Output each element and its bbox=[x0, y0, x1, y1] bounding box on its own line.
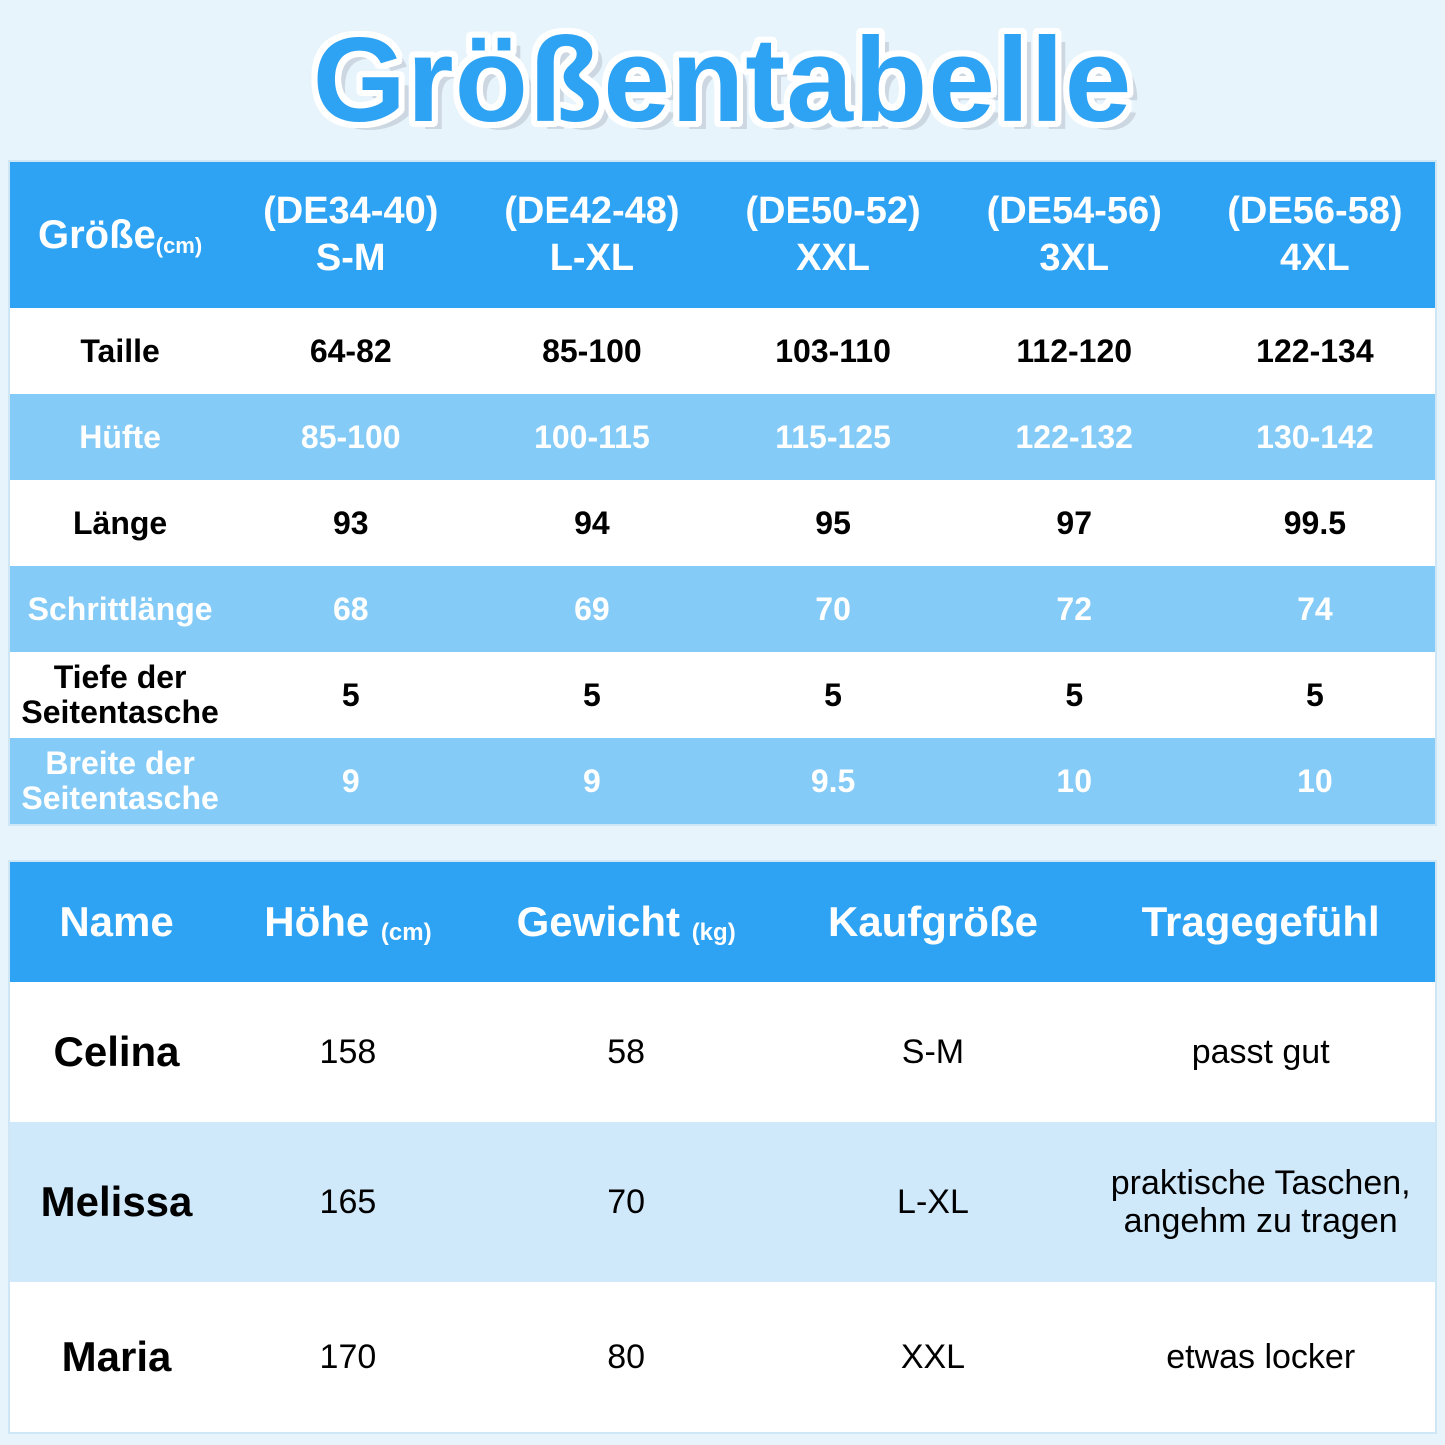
header-label: Name bbox=[59, 898, 174, 945]
measurement-cell: 94 bbox=[574, 504, 610, 541]
corner-unit: (cm) bbox=[155, 232, 203, 258]
model-size: XXL bbox=[900, 1337, 966, 1376]
model-size: S-M bbox=[901, 1032, 965, 1071]
measurement-cell: 103-110 bbox=[775, 332, 891, 369]
row-label: Hüfte bbox=[79, 418, 161, 455]
measurement-cell: 122-134 bbox=[1256, 332, 1374, 369]
size-label: 3XL bbox=[1039, 237, 1110, 279]
size-measurement-table bbox=[8, 160, 1437, 826]
model-name: Maria bbox=[61, 1333, 172, 1381]
table-row-huefte bbox=[9, 394, 1436, 480]
size-column-header bbox=[954, 161, 1195, 308]
size-table-header-row bbox=[9, 161, 1436, 308]
corner-label: Größe bbox=[37, 212, 156, 257]
model-column-header-name bbox=[9, 861, 223, 982]
measurement-cell: 130-142 bbox=[1256, 418, 1374, 455]
measurement-cell: 115-125 bbox=[775, 418, 891, 455]
measurement-cell: 100-115 bbox=[534, 418, 650, 455]
measurement-cell: 68 bbox=[332, 590, 369, 627]
measurement-cell: 85-100 bbox=[542, 332, 642, 369]
measurement-cell: 10 bbox=[1056, 762, 1093, 799]
header-label: Tragegefühl bbox=[1141, 898, 1380, 945]
measurement-cell: 85-100 bbox=[300, 418, 401, 455]
table-row-taille bbox=[9, 308, 1436, 394]
table-row-laenge bbox=[9, 480, 1436, 566]
size-label: XXL bbox=[796, 237, 871, 279]
measurement-cell: 5 bbox=[341, 676, 360, 713]
row-label: Länge bbox=[72, 504, 168, 541]
model-height: 170 bbox=[319, 1337, 377, 1376]
model-weight: 80 bbox=[607, 1337, 646, 1376]
size-range: (DE50-52) bbox=[745, 189, 921, 232]
measurement-cell: 112-120 bbox=[1016, 332, 1133, 369]
model-table-header-row bbox=[9, 861, 1436, 982]
table-row-breite-seitentasche bbox=[9, 738, 1436, 825]
header-unit: (kg) bbox=[691, 919, 736, 946]
measurement-cell: 122-132 bbox=[1015, 418, 1133, 455]
measurement-cell: 74 bbox=[1297, 590, 1333, 627]
row-label: Schrittlänge bbox=[27, 590, 213, 627]
size-label: L-XL bbox=[549, 237, 635, 279]
measurement-cell: 70 bbox=[815, 590, 851, 627]
model-weight: 70 bbox=[607, 1182, 646, 1221]
size-column-header bbox=[712, 161, 953, 308]
page-title: Größentabelle bbox=[312, 13, 1133, 147]
feel-text: passt gut bbox=[1191, 1032, 1330, 1071]
measurement-cell: 9.5 bbox=[810, 762, 856, 799]
table-row-tiefe-seitentasche bbox=[9, 652, 1436, 738]
model-name: Melissa bbox=[40, 1178, 193, 1226]
model-row-melissa bbox=[9, 1122, 1436, 1282]
row-label: Taille bbox=[80, 332, 160, 369]
size-range: (DE54-56) bbox=[986, 189, 1162, 232]
measurement-cell: 93 bbox=[332, 504, 369, 541]
measurement-cell: 97 bbox=[1056, 504, 1093, 541]
model-name: Celina bbox=[53, 1028, 180, 1076]
measurement-cell: 72 bbox=[1056, 590, 1093, 627]
feel-text: etwas locker bbox=[1166, 1337, 1356, 1376]
measurement-cell: 5 bbox=[824, 676, 842, 713]
model-row-maria bbox=[9, 1282, 1436, 1433]
size-column-header bbox=[1195, 161, 1436, 308]
model-column-header-hoehe bbox=[223, 861, 473, 982]
size-range: (DE42-48) bbox=[504, 189, 680, 232]
measurement-cell: 9 bbox=[583, 762, 601, 799]
row-label: Tiefe der Seitentasche bbox=[21, 659, 219, 730]
model-row-celina bbox=[9, 982, 1436, 1122]
measurement-cell: 69 bbox=[574, 590, 610, 627]
header-label: Höhe bbox=[264, 898, 370, 945]
model-reference-table bbox=[8, 860, 1437, 1434]
measurement-cell: 5 bbox=[1065, 676, 1084, 713]
model-column-header-kaufgroesse bbox=[780, 861, 1087, 982]
measurement-cell: 5 bbox=[1306, 676, 1324, 713]
model-feel bbox=[1086, 1122, 1436, 1282]
measurement-cell: 64-82 bbox=[309, 332, 392, 369]
header-unit: (cm) bbox=[380, 919, 432, 946]
measurement-cell: 10 bbox=[1297, 762, 1333, 799]
feel-text: angehm zu tragen bbox=[1123, 1202, 1398, 1240]
size-label: S-M bbox=[315, 237, 386, 279]
measurement-cell: 5 bbox=[583, 676, 601, 713]
model-size: L-XL bbox=[897, 1182, 969, 1221]
measurement-cell: 99.5 bbox=[1283, 504, 1347, 541]
model-weight: 58 bbox=[607, 1032, 646, 1071]
model-feel bbox=[1086, 982, 1436, 1122]
measurement-cell: 9 bbox=[341, 762, 360, 799]
size-column-header bbox=[471, 161, 712, 308]
size-range: (DE56-58) bbox=[1227, 189, 1403, 232]
model-column-header-tragegefuehl bbox=[1086, 861, 1436, 982]
model-height: 165 bbox=[319, 1182, 377, 1221]
header-label: Gewicht bbox=[516, 898, 681, 945]
row-label: Breite der Seitentasche bbox=[21, 745, 219, 816]
size-column-header bbox=[230, 161, 471, 308]
model-height: 158 bbox=[319, 1032, 377, 1071]
measurement-cell: 95 bbox=[815, 504, 851, 541]
title-bar bbox=[0, 0, 1445, 160]
table-row-schrittlaenge bbox=[9, 566, 1436, 652]
model-feel bbox=[1086, 1282, 1436, 1433]
feel-text: praktische Taschen, bbox=[1110, 1163, 1411, 1202]
header-label: Kaufgröße bbox=[827, 898, 1038, 945]
size-table-corner-cell bbox=[9, 161, 230, 308]
model-column-header-gewicht bbox=[473, 861, 780, 982]
size-label: 4XL bbox=[1280, 237, 1350, 279]
size-range: (DE34-40) bbox=[263, 189, 439, 232]
